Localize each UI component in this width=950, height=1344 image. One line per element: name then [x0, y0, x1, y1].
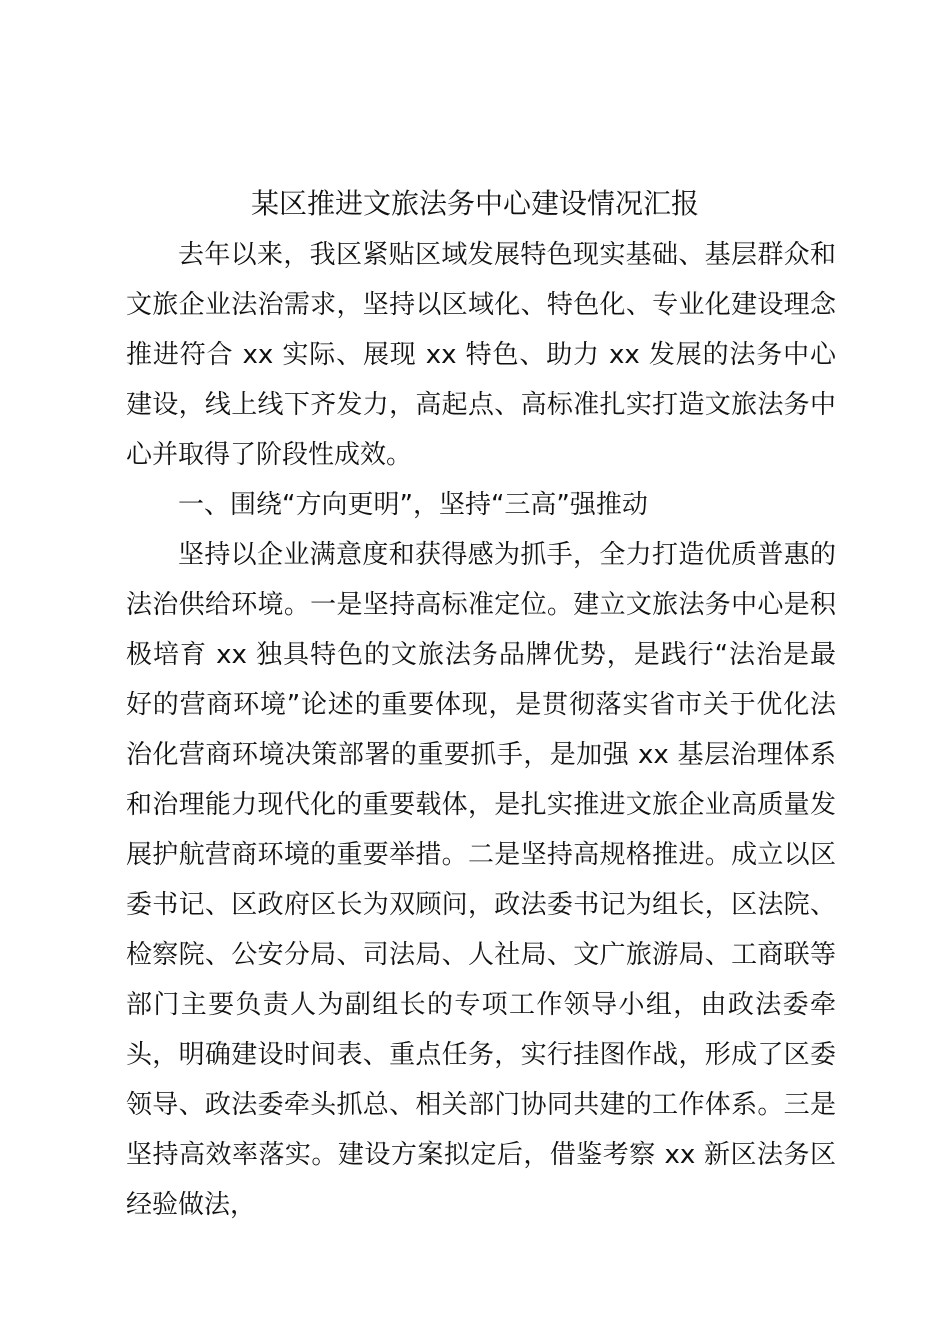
section-paragraph: 坚持以企业满意度和获得感为抓手，全力打造优质普惠的法治供给环境。一是坚持高标准定位。建立文旅法务中心是积极培育 xx 独具特色的文旅法务品牌优势，是践行“法治是最好的营商环境”论述的重要体现，是贯彻落实省市关于优化法治化营商环境决策部署的重要抓手，是加强 xx 基层治理体系和治理能力现代化的重要载体，是扎实推进文旅企业高质量发展护航营商环境的重要举措。二是坚持高规格推进。成立以区委书记、区政府区长为双顾问，政法委书记为组长，区法院、检察院、公安分局、司法局、人社局、文广旅游局、工商联等部门主要负责人为副组长的专项工作领导小组，由政法委牵头，明确建设时间表、重点任务，实行挂图作战，形成了区委领导、政法委牵头抓总、相关部门协同共建的工作体系。三是坚持高效率落实。建设方案拟定后，借鉴考察 xx 新区法务区经验做法， [126, 540, 836, 1220]
document-title: 某区推进文旅法务中心建设情况汇报 [250, 187, 699, 220]
section-heading: 一、围绕“方向更明”，坚持“三高”强推动 [178, 490, 648, 520]
intro-paragraph: 去年以来，我区紧贴区域发展特色现实基础、基层群众和文旅企业法治需求，坚持以区域化、特色化、专业化建设理念推进符合 xx 实际、展现 xx 特色、助力 xx 发展的法务中心建设，线上线下齐发力，高起点、高标准扎实打造文旅法务中心并取得了阶段性成效。 [126, 240, 836, 470]
document-body [126, 230, 836, 1230]
